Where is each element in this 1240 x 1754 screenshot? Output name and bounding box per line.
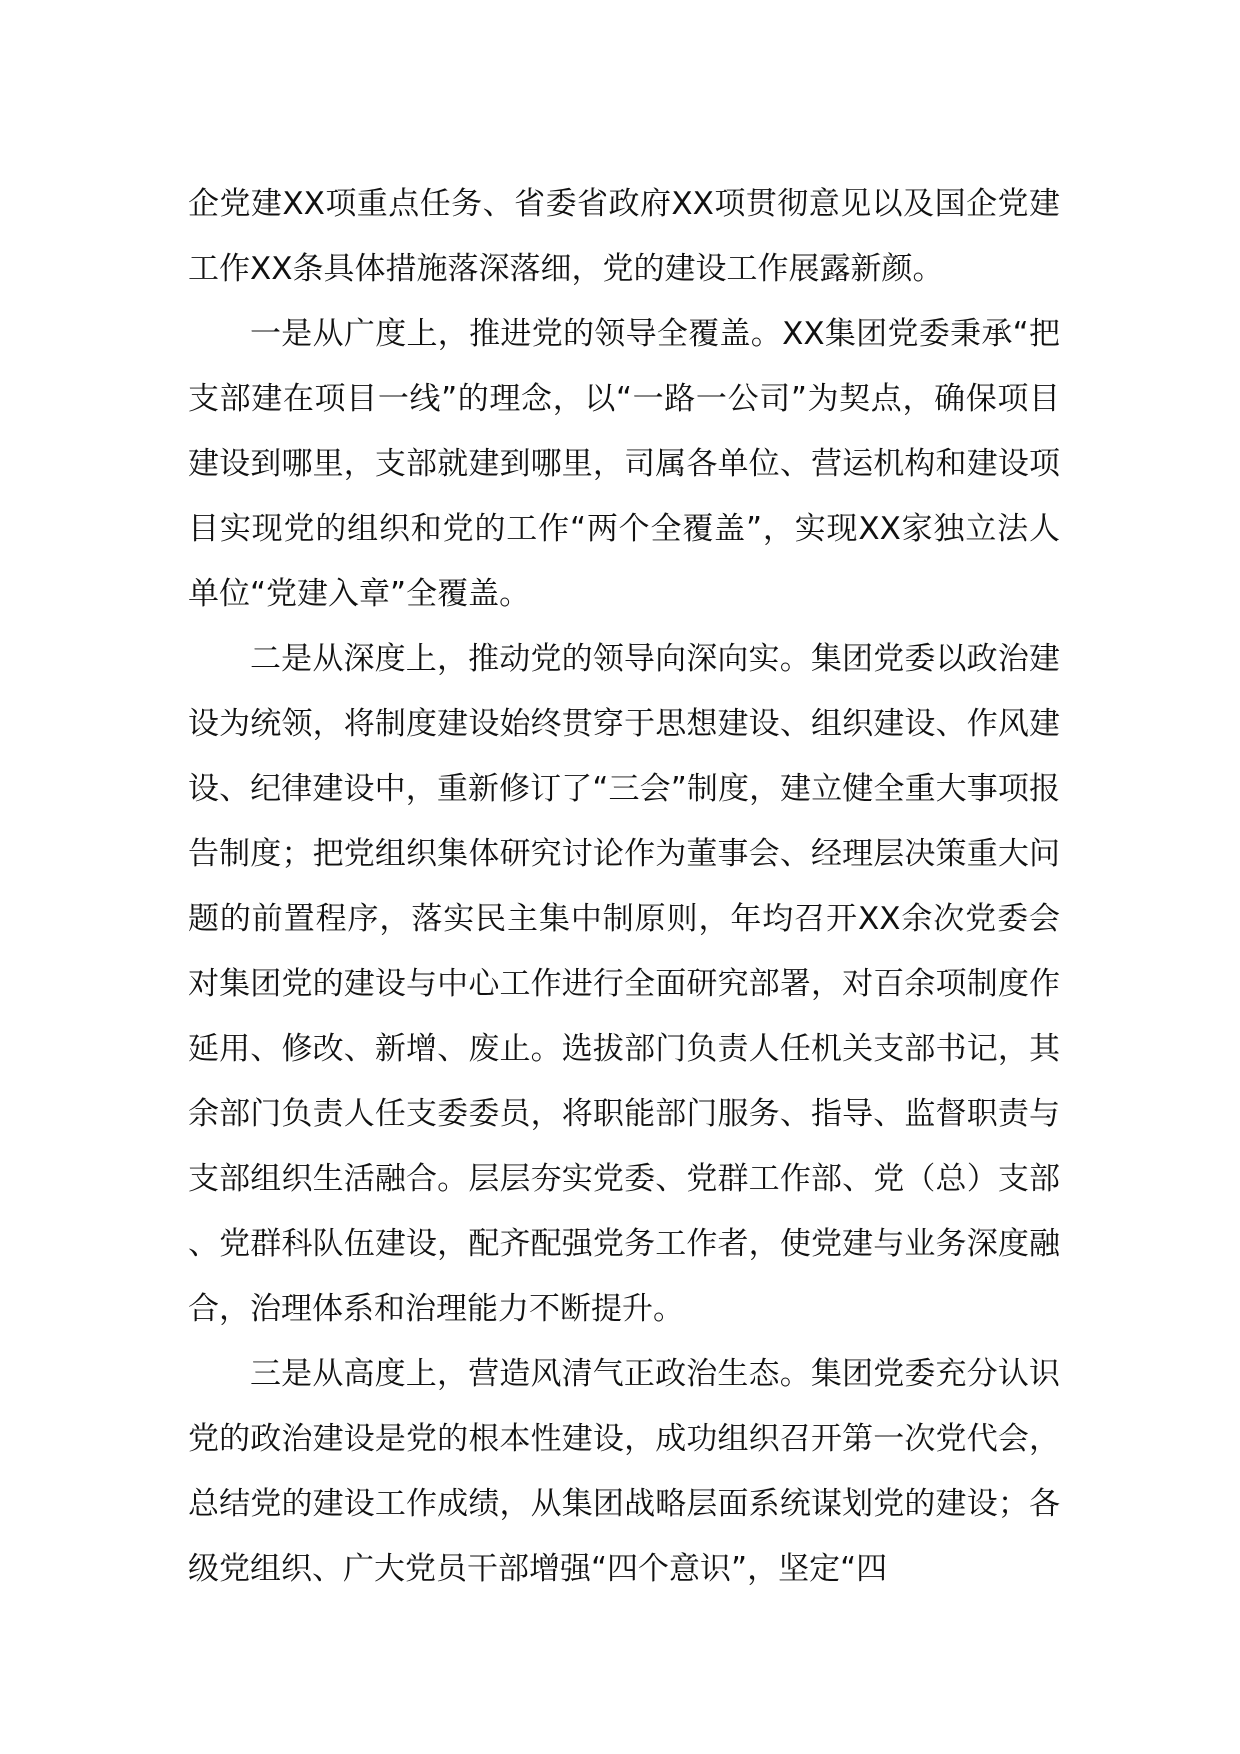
paragraph-continuation: 企党建XX项重点任务、省委省政府XX项贯彻意见以及国企党建工作XX条具体措施落深落细，党的建设工作展露新颜。 <box>188 186 1060 287</box>
paragraph-breadth: 一是从广度上，推进党的领导全覆盖。XX集团党委秉承“把支部建在项目一线”的理念，以“一路一公司”为契点，确保项目建设到哪里，支部就建到哪里，司属各单位、营运机构和建设项目实现党的组织和党的工作“两个全覆盖”，实现XX家独立法人单位“党建入章”全覆盖。 <box>188 316 1060 612</box>
document-body <box>188 172 1060 1602</box>
paragraph-height: 三是从高度上，营造风清气正政治生态。集团党委充分认识党的政治建设是党的根本性建设，成功组织召开第一次党代会，总结党的建设工作成绩，从集团战略层面系统谋划党的建设；各级党组织、广大党员干部增强“四个意识”，坚定“四 <box>188 1356 1060 1587</box>
paragraph-depth: 二是从深度上，推动党的领导向深向实。集团党委以政治建设为统领，将制度建设始终贯穿于思想建设、组织建设、作风建设、纪律建设中，重新修订了“三会”制度，建立健全重大事项报告制度；把党组织集体研究讨论作为董事会、经理层决策重大问题的前置程序，落实民主集中制原则，年均召开XX余次党委会对集团党的建设与中心工作进行全面研究部署，对百余项制度作延用、修改、新增、废止。选拔部门负责人任机关支部书记，其余部门负责人任支委委员，将职能部门服务、指导、监督职责与支部组织生活融合。层层夯实党委、党群工作部、党（总）支部、党群科队伍建设，配齐配强党务工作者，使党建与业务深度融合，治理体系和治理能力不断提升。 <box>188 641 1060 1327</box>
